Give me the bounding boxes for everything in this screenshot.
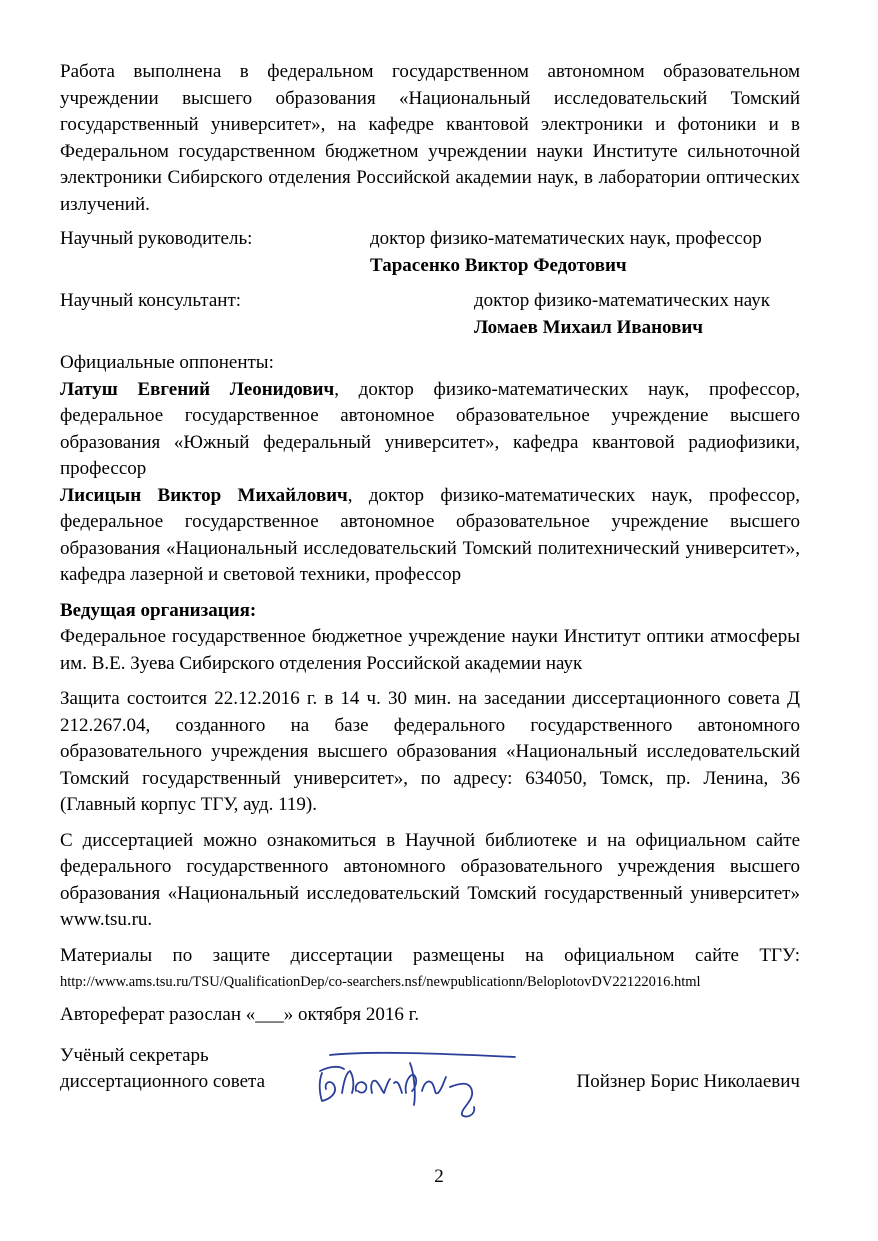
leading-org-label: Ведущая организация:	[60, 599, 257, 621]
defense-paragraph: Защита состоится 22.12.2016 г. в 14 ч. 30 мин. на заседании диссертационного совета Д 212.267.04, созданного на базе федерального государственного автономного образовательного учреждения высшего образования «Национальный исследовательский Томский государственный университет», по адресу: 634050, Томск, пр. Ленина, 36 (Главный корпус ТГУ, ауд. 119).	[60, 688, 800, 815]
secretary-name: Пойзнер Борис Николаевич	[576, 1070, 800, 1092]
library-paragraph: С диссертацией можно ознакомиться в Научной библиотеке и на официальном сайте федерального государственного автономного образовательного учреждения высшего образования «Национальный исследовательский Томский государственный университет» www.tsu.ru.	[60, 829, 800, 930]
opponent-2-text: , доктор физико-математических наук, профессор, федеральное государственное автономное образовательное учреждение высшего образования «Национальный исследовательский Томский политехнический университет», кафедра лазерной и световой техники, профессор	[60, 484, 800, 585]
signature-block	[60, 1043, 800, 1123]
document-page	[60, 59, 800, 1123]
opponent-1	[60, 377, 800, 483]
page-number: 2	[434, 1166, 444, 1187]
secretary-line-1: Учёный секретарь	[60, 1044, 209, 1066]
supervisor-block	[60, 226, 800, 279]
supervisor-label: Научный руководитель:	[60, 228, 253, 249]
secretary-line-2: диссертационного совета	[60, 1071, 266, 1092]
consultant-name: Ломаев Михаил Иванович	[474, 316, 704, 338]
supervisor-degree: доктор физико-математических наук, профессор	[370, 228, 762, 249]
opponent-2-name: Лисицын Виктор Михайлович	[60, 484, 348, 506]
sent-date: Автореферат разослан «___» октября 2016 г.	[60, 1004, 420, 1025]
opponent-1-name: Латуш Евгений Леонидович	[60, 378, 335, 400]
secretary-title	[60, 1043, 265, 1096]
opponent-2	[60, 483, 800, 589]
opponents-label: Официальные оппоненты:	[60, 352, 274, 373]
consultant-label: Научный консультант:	[60, 290, 242, 311]
materials-block	[60, 943, 800, 996]
opponent-1-text: , доктор физико-математических наук, профессор, федеральное государственное автономное образовательное учреждение высшего образования «Южный федеральный университет», кафедра квантовой радиофизики, профессор	[60, 378, 800, 479]
leading-org-block	[60, 598, 800, 678]
intro-paragraph: Работа выполнена в федеральном государственном автономном образовательном учреждении высшего образования «Национальный исследовательский Томский государственный университет», на кафедре квантовой электроники и фотоники и в Федеральном государственном бюджетном учреждении науки Институте сильноточной электроники Сибирского отделения Российской академии наук, в лаборатории оптических излучений.	[60, 61, 800, 215]
leading-org-text: Федеральное государственное бюджетное учреждение науки Институт оптики атмосферы им. В.Е. Зуева Сибирского отделения Российской академии наук	[60, 626, 800, 674]
signature-icon	[310, 1043, 530, 1123]
materials-url[interactable]: http://www.ams.tsu.ru/TSU/QualificationDep/co-searchers.nsf/newpublicationn/BeloplotovDV22122016.html	[60, 974, 701, 990]
opponents-block	[60, 350, 800, 589]
consultant-block	[60, 288, 800, 341]
supervisor-name: Тарасенко Виктор Федотович	[370, 254, 627, 276]
consultant-degree: доктор физико-математических наук	[474, 290, 770, 311]
materials-text: Материалы по защите диссертации размещены на официальном сайте ТГУ:	[60, 944, 800, 966]
